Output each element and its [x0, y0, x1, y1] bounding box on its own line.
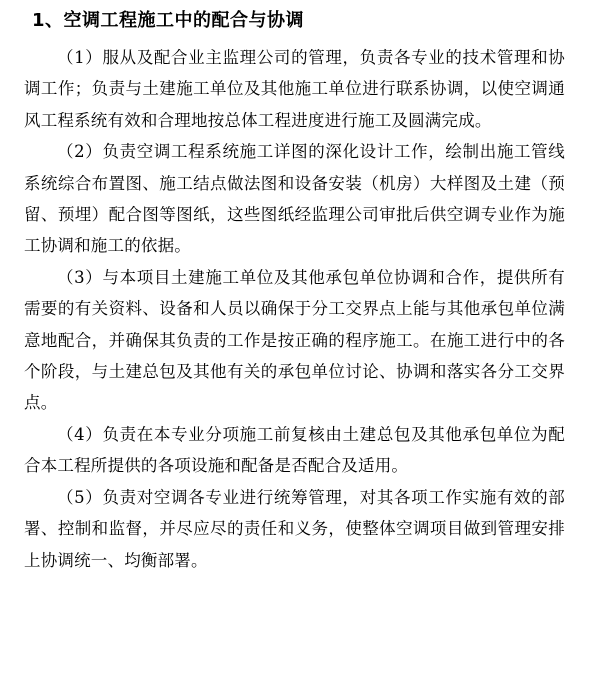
paragraph-1: （1）服从及配合业主监理公司的管理，负责各专业的技术管理和协调工作；负责与土建施工单位及其他施工单位进行联系协调，以使空调通风工程系统有效和合理地按总体工程进度进行施工及圆满完成。: [24, 48, 565, 130]
paragraph-3: （3）与本项目土建施工单位及其他承包单位协调和合作，提供所有需要的有关资料、设备和人员以确保于分工交界点上能与其他承包单位满意地配合，并确保其负责的工作是按正确的程序施工。在施工进行中的各个阶段，与土建总包及其他有关的承包单位讨论、协调和落实各分工交界点。: [24, 267, 565, 413]
paragraph-5: （5）负责对空调各专业进行统筹管理，对其各项工作实施有效的部署、控制和监督，并尽应尽的责任和义务，使整体空调项目做到管理安排上协调统一、均衡部署。: [24, 487, 565, 570]
section-heading: 1、空调工程施工中的配合与协调: [32, 10, 305, 31]
paragraph-2: （2）负责空调工程系统施工详图的深化设计工作，绘制出施工管线系统综合布置图、施工结点做法图和设备安装（机房）大样图及土建（预留、预埋）配合图等图纸，这些图纸经监理公司审批后供空调专业作为施工协调和施工的依据。: [24, 142, 565, 256]
paragraph-4: （4）负责在本专业分项施工前复核由土建总包及其他承包单位为配合本工程所提供的各项设施和配备是否配合及适用。: [24, 424, 565, 476]
